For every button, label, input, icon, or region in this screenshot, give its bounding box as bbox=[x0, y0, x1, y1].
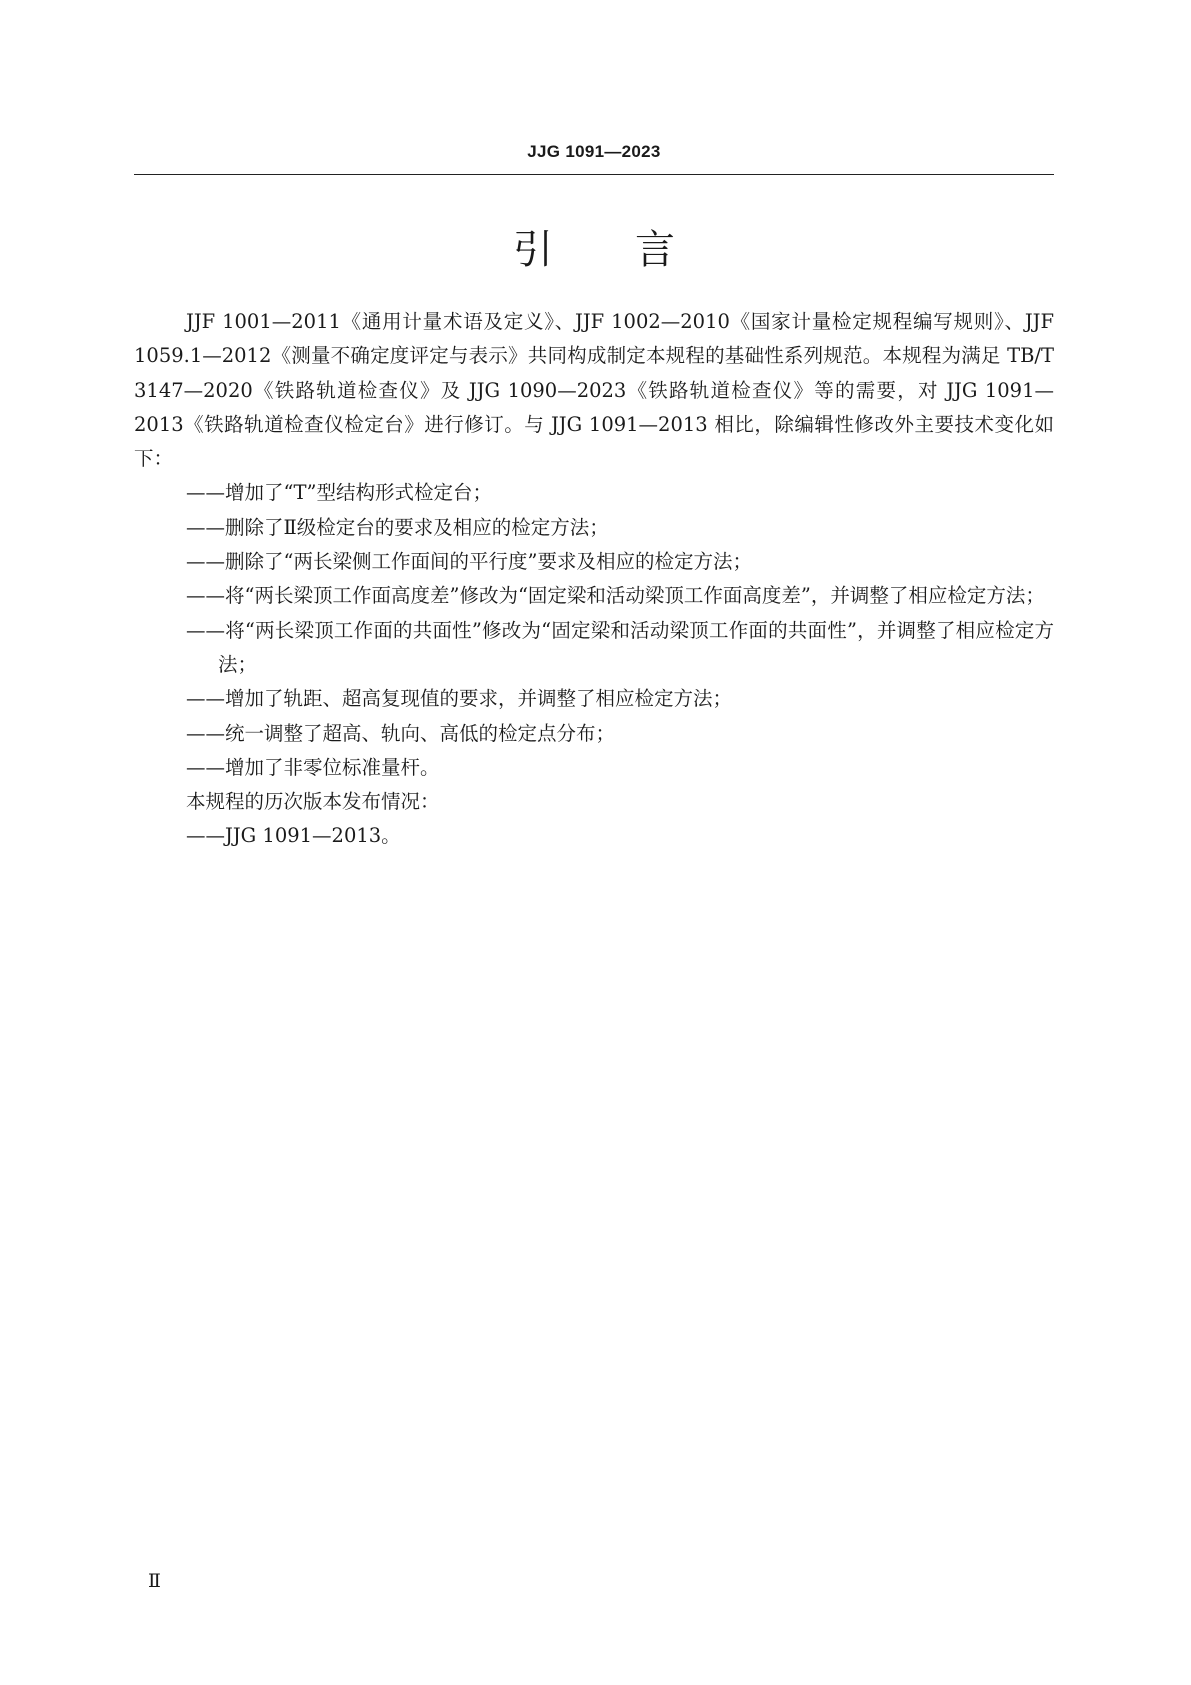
change-item: ——增加了非零位标准量杆。 bbox=[186, 755, 440, 779]
history-heading: 本规程的历次版本发布情况： bbox=[186, 790, 440, 814]
page-number: Ⅱ bbox=[148, 1570, 161, 1592]
title-char-2: 言 bbox=[635, 227, 675, 273]
intro-paragraph: JJF 1001—2011《通用计量术语及定义》、JJF 1002—2010《国家计量检定规程编写规则》、JJF 1059.1—2012《测量不确定度评定与表示》共同构成制定本规程的基础性系列规范。本规程为满足 TB/T 3147—2020《铁路轨道检查仪》及 JJG 1090—2023《铁路轨道检查仪》等的需要，对 JJG 1091—2013《铁路轨道检查仪检定台》进行修订。与 JJG 1091—2013 相比，除编辑性修改外主要技术变化如下： bbox=[134, 310, 1054, 471]
header-divider bbox=[134, 174, 1054, 175]
change-item: ——删除了Ⅱ级检定台的要求及相应的检定方法； bbox=[186, 515, 609, 539]
history-item: ——JJG 1091—2013。 bbox=[186, 824, 401, 848]
change-item: ——将“两长梁顶工作面高度差”修改为“固定梁和活动梁顶工作面高度差”，并调整了相应检定方法； bbox=[186, 584, 1045, 608]
title-char-1: 引 bbox=[513, 227, 553, 273]
document-body bbox=[134, 305, 1054, 854]
change-item: ——增加了轨距、超高复现值的要求，并调整了相应检定方法； bbox=[186, 687, 733, 711]
change-item: ——将“两长梁顶工作面的共面性”修改为“固定梁和活动梁顶工作面的共面性”，并调整了相应检定方法； bbox=[186, 618, 1054, 676]
change-item: ——增加了“T”型结构形式检定台； bbox=[186, 481, 492, 505]
change-item: ——统一调整了超高、轨向、高低的检定点分布； bbox=[186, 721, 616, 745]
change-item: ——删除了“两长梁侧工作面间的平行度”要求及相应的检定方法； bbox=[186, 550, 752, 574]
document-code-header: JJG 1091—2023 bbox=[527, 142, 661, 161]
page-title bbox=[134, 218, 1054, 275]
